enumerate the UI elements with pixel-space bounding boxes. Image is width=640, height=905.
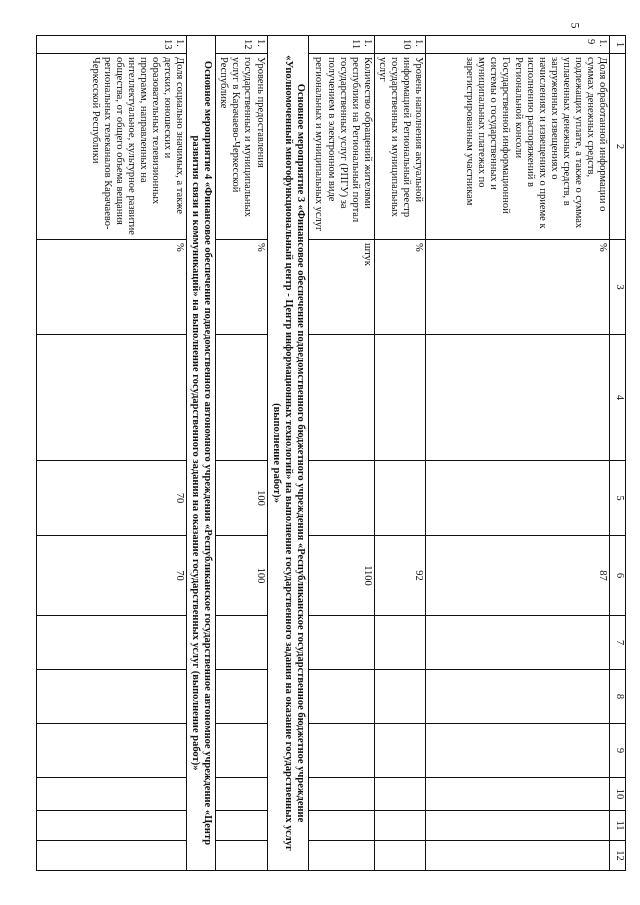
unit-cell: % — [374, 240, 425, 335]
value-cell: 100 — [216, 461, 267, 536]
unit-cell: % — [37, 240, 187, 335]
value-cell — [308, 461, 374, 536]
value-cell — [426, 461, 610, 536]
value-cell: 92 — [374, 536, 425, 616]
section-3-title: Основное мероприятие 3 «Финансовое обеспечение подведомственного бюджетного учреждения «Республиканское государственное бюджетное учреждение «Уполномоченный многофункциональный центр - Центр информационных технологий» на выполнение государственного задания на оказание государственных услуг (выполнение работ)» — [267, 36, 308, 871]
row-number: 1.12 — [216, 36, 267, 54]
column-header: 4 — [610, 335, 626, 461]
column-header: 9 — [610, 724, 626, 778]
column-header: 11 — [610, 811, 626, 841]
table-row — [37, 36, 187, 871]
value-cell: 1100 — [308, 536, 374, 616]
value-cell — [308, 670, 374, 724]
rotated-table-container — [16, 35, 626, 870]
indicator-name: Доля социально значимых, а также детских, юношеских и образовательных телевизионных программ, направленных на интеллектуальное, культурное развитие общества, от общего объема вещания региональных телеканалов Карачаево-Черкесской Республики — [37, 54, 187, 240]
value-cell — [37, 670, 187, 724]
row-number: 1.13 — [37, 36, 187, 54]
value-cell — [308, 616, 374, 670]
indicator-name: Уровень наполнения актуальной информацией Региональный реестр государственных и муниципальных услуг — [374, 54, 425, 240]
value-cell — [374, 335, 425, 461]
table-row — [426, 36, 610, 871]
indicators-table — [36, 35, 626, 871]
value-cell — [374, 670, 425, 724]
value-cell — [216, 841, 267, 871]
value-cell — [308, 724, 374, 778]
value-cell — [426, 724, 610, 778]
section-header-row — [267, 36, 308, 871]
column-number-row — [610, 36, 626, 871]
value-cell — [374, 616, 425, 670]
value-cell — [426, 616, 610, 670]
row-number: 1.10 — [374, 36, 425, 54]
page-number: 5 — [568, 22, 583, 29]
column-header: 2 — [610, 54, 626, 240]
value-cell — [37, 616, 187, 670]
value-cell — [308, 811, 374, 841]
value-cell — [216, 724, 267, 778]
value-cell — [374, 724, 425, 778]
value-cell — [426, 335, 610, 461]
value-cell — [37, 724, 187, 778]
value-cell — [374, 461, 425, 536]
value-cell — [426, 841, 610, 871]
value-cell: 100 — [216, 536, 267, 616]
column-header: 7 — [610, 616, 626, 670]
value-cell: 87 — [426, 536, 610, 616]
unit-cell: % — [216, 240, 267, 335]
value-cell — [37, 841, 187, 871]
section-4-title: Основное мероприятие 4 «Финансовое обеспечение подведомственного автономного учреждения «Республиканское государственное автономное учреждение «Центр развития связи и коммуникаций» на выполнение государственного задания на оказание государственных услуг (выполнение работ)» — [187, 36, 216, 871]
value-cell — [308, 841, 374, 871]
value-cell — [426, 670, 610, 724]
value-cell — [37, 811, 187, 841]
value-cell — [216, 670, 267, 724]
row-number: 1.9 — [426, 36, 610, 54]
column-header: 8 — [610, 670, 626, 724]
value-cell — [308, 778, 374, 811]
value-cell — [426, 811, 610, 841]
column-header: 1 — [610, 36, 626, 54]
section-header-row — [187, 36, 216, 871]
value-cell — [216, 811, 267, 841]
column-header: 12 — [610, 841, 626, 871]
column-header: 10 — [610, 778, 626, 811]
value-cell: 70 — [37, 461, 187, 536]
value-cell — [216, 616, 267, 670]
value-cell — [37, 335, 187, 461]
value-cell: 70 — [37, 536, 187, 616]
row-number: 1.11 — [308, 36, 374, 54]
value-cell — [37, 778, 187, 811]
table-row — [216, 36, 267, 871]
value-cell — [216, 335, 267, 461]
indicator-name: Доля обработанной информации о суммах денежных средств, подлежащих уплате, а также о суммах уплаченных денежных средств, в загруженных извещениях о начислениях и извещениях о приеме к исполнению распоряжений в Региональной консоли Государственной информационной системы о государственных и муниципальных платежах по зарегистрированным участникам — [426, 54, 610, 240]
value-cell — [374, 778, 425, 811]
value-cell — [374, 811, 425, 841]
unit-cell: % — [426, 240, 610, 335]
table-row — [308, 36, 374, 871]
value-cell — [374, 841, 425, 871]
indicator-name: Количество обращений жителями республики на Региональный портал государственных услуг (РПГУ) за получением в электронном виде региональных и муниципальных услуг — [308, 54, 374, 240]
value-cell — [216, 778, 267, 811]
value-cell — [426, 778, 610, 811]
table-row — [374, 36, 425, 871]
unit-cell: штук — [308, 240, 374, 335]
column-header: 3 — [610, 240, 626, 335]
column-header: 6 — [610, 536, 626, 616]
column-header: 5 — [610, 461, 626, 536]
value-cell — [308, 335, 374, 461]
indicator-name: Уровень предоставления государственных и муниципальных услуг в Карачаево-Черкесской Республике — [216, 54, 267, 240]
